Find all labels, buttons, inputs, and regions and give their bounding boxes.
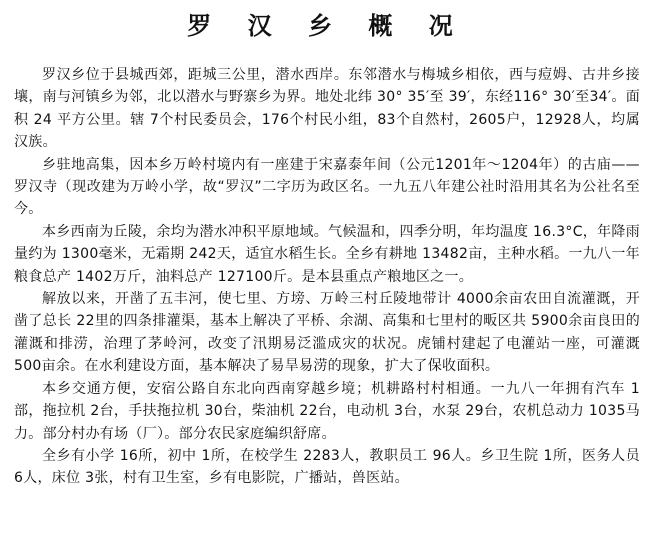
document-title: 罗 汉 乡 概 况 — [187, 11, 467, 40]
document-body — [14, 64, 640, 490]
paragraph-transport-machinery: 本乡交通方便，安宿公路自东北向西南穿越乡境；机耕路村村相通。一九八一年拥有汽车 1部，拖拉机 2台，手扶拖拉机 30台，柴油机 22台，电动机 3台，水泵 29台，农机总动力 1035马力。部分村办有场（厂）。部分农民家庭编织舒席。 — [14, 380, 640, 442]
paragraph-water-conservancy: 解放以来，开凿了五丰河，使七里、方塝、万岭三村丘陵地带计 4000余亩农田自流灌溉，开凿了总长 22里的四条排灌渠，基本上解决了平桥、余湖、高集和七里村的畈区共 5900余亩良田的灌溉和排涝，治理了茅岭河，改变了汛期易泛滥成灾的状况。虎铺村建起了电灌站一座，可灌溉 500亩余。在水利建设方面，基本解决了易旱易涝的现象，扩大了保收面积。 — [14, 291, 640, 375]
paragraph-climate-agriculture: 本乡西南为丘陵，余均为潜水冲积平原地域。气候温和，四季分明，年均温度 16.3°C，年降雨量约为 1300毫米，无霜期 242天，适宜水稻生长。全乡有耕地 13482亩，主种水稻。一九八一年粮食总产 1402万斤，油料总产 127100斤。是本县重点产粮地区之一。 — [14, 223, 640, 285]
paragraph-name-origin: 乡驻地高集，因本乡万岭村境内有一座建于宋嘉泰年间（公元1201年～1204年）的古庙——罗汉寺（现改建为万岭小学，故“罗汉”二字历为政区名。一九五八年建公社时沿用其名为公社名至今。 — [14, 156, 640, 218]
paragraph-education-health: 全乡有小学 16所，初中 1所，在校学生 2283人，教职员工 96人。乡卫生院 1所，医务人员 6人，床位 3张，村有卫生室，乡有电影院，广播站，兽医站。 — [14, 447, 640, 487]
paragraph-location: 罗汉乡位于县城西郊，距城三公里，潜水西岸。东邻潜水与梅城乡相依，西与痘姆、古井乡接壤，南与河镇乡为邻，北以潜水与野寨乡为界。地处北纬 30° 35′至 39′，东经116° 30′至34′。面积 24 平方公里。辖 7个村民委员会，176个村民小组，83个自然村，2605户，12928人，均属汉族。 — [14, 67, 640, 151]
